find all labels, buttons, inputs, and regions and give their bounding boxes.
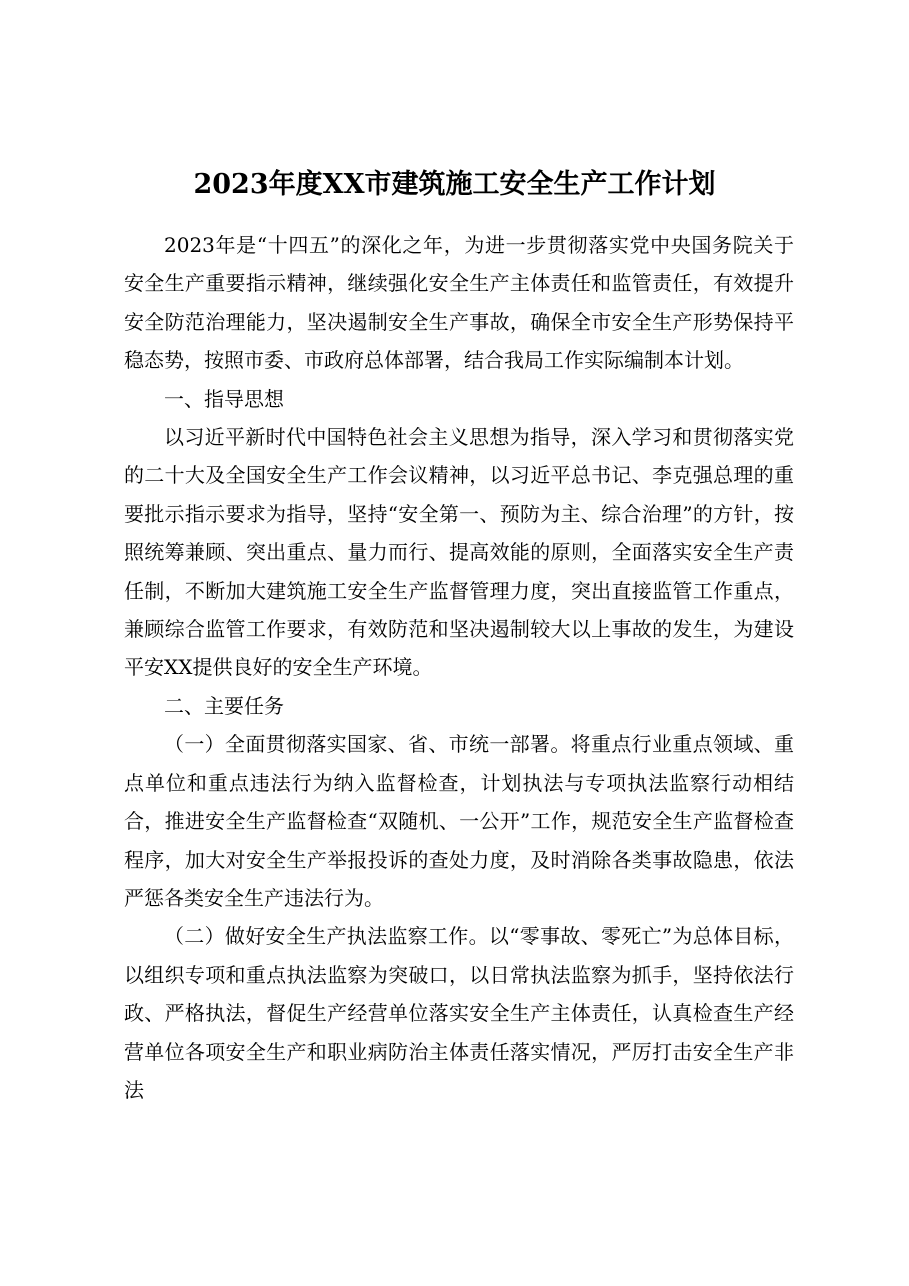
guiding-thought-paragraph: 以习近平新时代中国特色社会主义思想为指导，深入学习和贯彻落实党的二十大及全国安全生产工作会议精神，以习近平总书记、李克强总理的重要批示指示要求为指导，坚持“安全第一、预防为主、综合治理”的方针，按照统筹兼顾、突出重点、量力而行、提高效能的原则，全面落实安全生产责任制，不断加大建筑施工安全生产监督管理力度，突出直接监管工作重点，兼顾综合监管工作要求，有效防范和坚决遏制较大以上事故的发生，为建设平安XX提供良好的安全生产环境。	[124, 425, 794, 680]
document-body	[124, 226, 794, 1109]
task-2-paragraph: （二）做好安全生产执法监察工作。以“零事故、零死亡”为总体目标，以组织专项和重点执法监察为突破口，以日常执法监察为抓手，坚持依法行政、严格执法，督促生产经营单位落实安全生产主体责任，认真检查生产经营单位各项安全生产和职业病防治主体责任落实情况，严厉打击安全生产非法	[124, 924, 794, 1102]
document-title: 2023年度XX市建筑施工安全生产工作计划	[193, 169, 716, 200]
task-1-paragraph: （一）全面贯彻落实国家、省、市统一部署。将重点行业重点领域、重点单位和重点违法行为纳入监督检查，计划执法与专项执法监察行动相结合，推进安全生产监督检查“双随机、一公开”工作，规范安全生产监督检查程序，加大对安全生产举报投诉的查处力度，及时消除各类事故隐患，依法严惩各类安全生产违法行为。	[124, 732, 794, 910]
section-heading-guiding-thought: 一、指导思想	[164, 386, 284, 411]
section-heading-main-tasks: 二、主要任务	[164, 693, 284, 718]
intro-paragraph: 2023年是“十四五”的深化之年，为进一步贯彻落实党中央国务院关于安全生产重要指示精神，继续强化安全生产主体责任和监管责任，有效提升安全防范治理能力，坚决遏制安全生产事故，确保全市安全生产形势保持平稳态势，按照市委、市政府总体部署，结合我局工作实际编制本计划。	[124, 233, 794, 373]
